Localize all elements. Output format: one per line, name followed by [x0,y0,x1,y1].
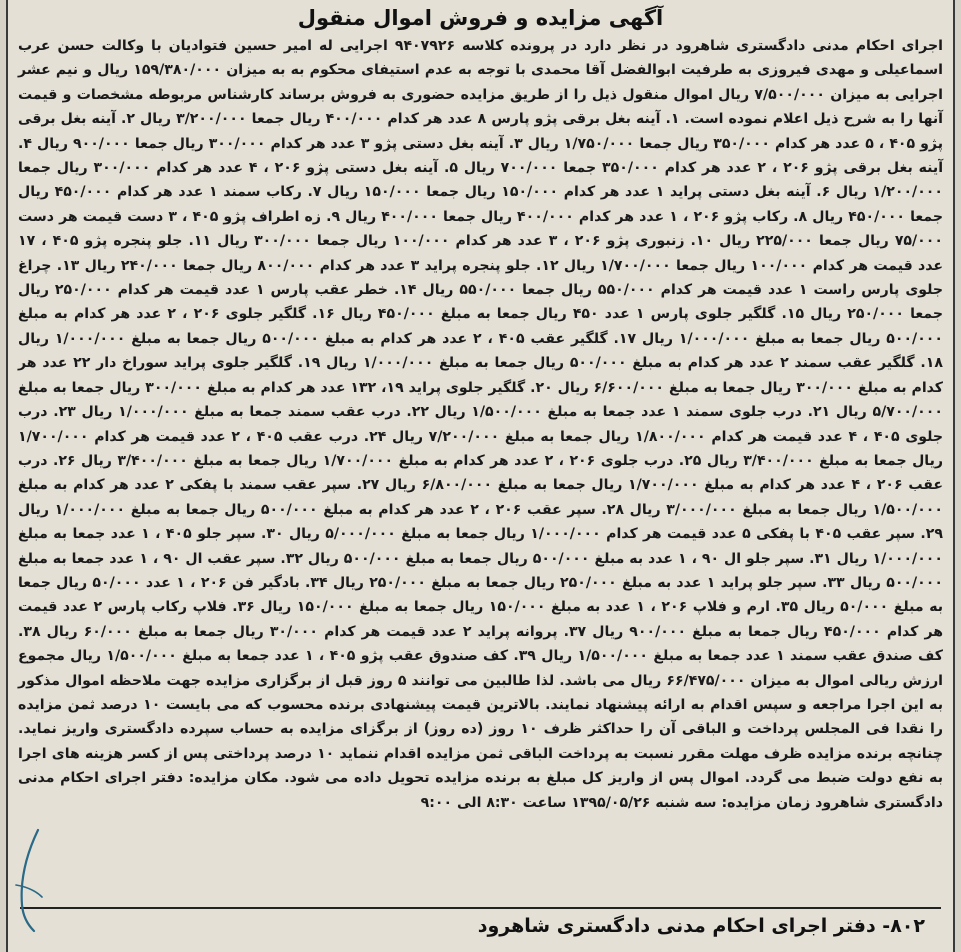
notice-title: آگهی مزایده و فروش اموال منقول [297,6,664,30]
footer-divider [20,907,941,909]
notice-body: اجرای احکام مدنی دادگستری شاهرود در نظر دارد در پرونده کلاسه ۹۴۰۷۹۲۶ اجرایی له امیر حسین فتوادیان با وکالت حسن عرب اسماعیلی و مهدی فیروزی به طرفیت ابوالفضل آقا محمدی با توجه به عدم استیفای محکوم به به میزان ۱۵۹/۳۸۰/۰۰۰ ریال و نیم عشر اجرایی به میزان ۷/۵۰۰/۰۰۰ ریال اموال منقول ذیل را از طریق مزایده حضوری به فروش برساند کارشناس مربوطه مشخصات و قیمت آنها را به شرح ذیل اعلام نموده است. ۱. آینه بغل برقی پژو پارس ۸ عدد هر کدام ۴۰۰/۰۰۰ ریال جمعا ۳/۲۰۰/۰۰۰ ریال ۲. آینه بغل برقی پژو ۴۰۵ ، ۵ عدد هر کدام ۳۵۰/۰۰۰ ریال جمعا ۱/۷۵۰/۰۰۰ ریال ۳. آینه بغل دستی پژو ۳ عدد هر کدام ۳۰۰/۰۰۰ ریال جمعا ۹۰۰/۰۰۰ ریال ۴. آینه بغل برقی پژو ۲۰۶ ، ۲ عدد هر کدام ۳۵۰/۰۰۰ جمعا ۷۰۰/۰۰۰ ریال ۵. آینه بغل دستی پژو ۲۰۶ ، ۴ عدد هر کدام ۳۰۰/۰۰۰ ریال جمعا ۱/۲۰۰/۰۰۰ ریال ۶. آینه بغل دستی پراید ۱ عدد هر کدام ۱۵۰/۰۰۰ ریال جمعا ۱۵۰/۰۰۰ ریال ۷. رکاب سمند ۱ عدد هر کدام ۴۵۰/۰۰۰ ریال جمعا ۴۵۰/۰۰۰ ریال ۸. رکاب پژو ۲۰۶ ، ۱ عدد هر کدام ۴۰۰/۰۰۰ ریال جمعا ۴۰۰/۰۰۰ ریال ۹. زه اطراف پژو ۴۰۵ ، ۳ دست قیمت هر دست ۷۵/۰۰۰ ریال جمعا ۲۲۵/۰۰۰ ریال ۱۰. زنبوری پژو ۲۰۶ ، ۳ عدد هر کدام ۱۰۰/۰۰۰ ریال جمعا ۳۰۰/۰۰۰ ریال ۱۱. جلو پنجره پژو ۴۰۵ ، ۱۷ عدد قیمت هر کدام ۱۰۰/۰۰۰ ریال جمعا ۱/۷۰۰/۰۰۰ ریال ۱۲. جلو پنجره پراید ۳ عدد هر کدام ۸۰۰/۰۰۰ ریال جمعا ۲۴۰/۰۰۰ ریال ۱۳. چراغ جلوی پارس راست ۱ عدد قیمت هر کدام ۵۵۰/۰۰۰ ریال جمعا ۵۵۰/۰۰۰ ریال ۱۴. خطر عقب پارس ۱ عدد قیمت هر کدام ۲۵۰/۰۰۰ ریال جمعا ۲۵۰/۰۰۰ ریال ۱۵. گلگیر جلوی پارس ۱ عدد ۴۵۰ ریال جمعا به مبلغ ۴۵۰/۰۰۰ ریال ۱۶. گلگیر جلوی ۲۰۶ ، ۲ عدد هر کدام به مبلغ ۵۰۰/۰۰۰ ریال جمعا به مبلغ ۱/۰۰۰/۰۰۰ ریال ۱۷. گلگیر عقب ۴۰۵ ، ۲ عدد هر کدام به مبلغ ۵۰۰/۰۰۰ ریال جمعا به مبلغ ۱/۰۰۰/۰۰۰ ریال ۱۸. گلگیر عقب سمند ۲ عدد هر کدام به مبلغ ۵۰۰/۰۰۰ ریال جمعا به مبلغ ۱/۰۰۰/۰۰۰ ریال ۱۹. گلگیر جلوی پراید سوراخ دار ۲۲ عدد هر کدام به مبلغ ۳۰۰/۰۰۰ ریال جمعا به مبلغ ۶/۶۰۰/۰۰۰ ریال ۲۰. گلگیر جلوی پراید ۱۹، ۱۳۲ عدد هر کدام به مبلغ ۳۰۰/۰۰۰ ریال جمعا به مبلغ ۵/۷۰۰/۰۰۰ ریال ۲۱. درب جلوی سمند ۱ عدد جمعا به مبلغ ۱/۵۰۰/۰۰۰ ریال ۲۲. درب عقب سمند جمعا به مبلغ ۱/۰۰۰/۰۰۰ ریال ۲۳. درب جلوی ۴۰۵ ، ۴ عدد قیمت هر کدام ۱/۸۰۰/۰۰۰ ریال جمعا به مبلغ ۷/۲۰۰/۰۰۰ ریال ۲۴. درب عقب ۴۰۵ ، ۲ عدد قیمت هر کدام ۱/۷۰۰/۰۰۰ ریال جمعا به مبلغ ۳/۴۰۰/۰۰۰ ریال ۲۵. درب جلوی ۲۰۶ ، ۲ عدد هر کدام به مبلغ ۱/۷۰۰/۰۰۰ ریال جمعا به مبلغ ۳/۴۰۰/۰۰۰ ریال ۲۶. درب عقب ۲۰۶ ، ۴ عدد هر کدام به مبلغ ۱/۷۰۰/۰۰۰ ریال جمعا به مبلغ ۶/۸۰۰/۰۰۰ ریال ۲۷. سپر عقب سمند با پفکی ۲ عدد هر کدام به مبلغ ۱/۵۰۰/۰۰۰ ریال جمعا به مبلغ ۳/۰۰۰/۰۰۰ ریال ۲۸. سپر عقب ۲۰۶ ، ۲ عدد هر کدام به مبلغ ۵۰۰/۰۰۰ ریال جمعا به مبلغ ۱/۰۰۰/۰۰۰ ریال ۲۹. سپر عقب ۴۰۵ با پفکی ۵ عدد قیمت هر کدام ۱/۰۰۰/۰۰۰ ریال جمعا به مبلغ ۵/۰۰۰/۰۰۰ ریال ۳۰. سپر جلو ۴۰۵ ، ۱ عدد جمعا به مبلغ ۱/۰۰۰/۰۰۰ ریال ۳۱. سپر جلو ال ۹۰ ، ۱ عدد به مبلغ ۵۰۰/۰۰۰ ریال جمعا به مبلغ ۵۰۰/۰۰۰ ریال ۳۲. سپر عقب ال ۹۰ ، ۱ عدد جمعا به مبلغ ۵۰۰/۰۰۰ ریال ۳۳. سپر جلو پراید ۱ عدد به مبلغ ۲۵۰/۰۰۰ ریال جمعا به مبلغ ۲۵۰/۰۰۰ ریال ۳۴. بادگیر فن ۲۰۶ ، ۱ عدد ۵۰/۰۰۰ ریال جمعا به مبلغ ۵۰/۰۰۰ ریال ۳۵. ارم و فلاپ ۲۰۶ ، ۱ عدد به مبلغ ۱۵۰/۰۰۰ ریال جمعا به مبلغ ۱۵۰/۰۰۰ ریال ۳۶. فلاپ رکاب پارس ۲ عدد قیمت هر کدام ۴۵۰/۰۰۰ ریال جمعا به مبلغ ۹۰۰/۰۰۰ ریال ۳۷. پروانه پراید ۲ عدد قیمت هر کدام ۳۰/۰۰۰ ریال جمعا به مبلغ ۶۰/۰۰۰ ریال ۳۸. کف صندق عقب سمند ۱ عدد جمعا به مبلغ ۱/۵۰۰/۰۰۰ ریال ۳۹. کف صندوق عقب پژو ۴۰۵ ، ۱ عدد جمعا به مبلغ ۱/۵۰۰/۰۰۰ ریال مجموع ارزش ریالی اموال به میزان ۶۶/۴۷۵/۰۰۰ ریال می باشد. لذا طالبین می توانند ۵ روز قبل از برگزاری مزایده جهت ملاحظه اموال مذکور به این اجرا مراجعه و سپس اقدام به ارائه پیشنهاد نمایند. بالاترین قیمت پیشنهادی برنده محسوب که می بایست ۱۰ درصد ثمن مزایده را نقدا فی المجلس پرداخت و الباقی آن را حداکثر ظرف ۱۰ روز (ده روز) از برگزای مزایده به حساب سپرده دادگستری واریز نماید. چنانچه برنده مزایده ظرف مهلت مقرر نسبت به پرداخت الباقی ثمن مزایده اقدام ننماید ۱۰ درصد پرداختی پس از کسر هزینه های اجرا به نفع دولت ضبط می گردد. اموال پس از واریز کل مبلغ به برنده مزایده تحویل داده می شود. مکان مزایده: دفتر اجرای احکام مدنی دادگستری شاهرود زمان مزایده: سه شنبه ۱۳۹۵/۰۵/۲۶ ساعت ۸:۳۰ الی ۹:۰۰ [18,38,944,811]
notice-footer: ۸۰۲- دفتر اجرای احکام مدنی دادگستری شاهرود [477,915,925,937]
notice-page [6,0,955,952]
pen-stroke-icon [8,825,48,935]
